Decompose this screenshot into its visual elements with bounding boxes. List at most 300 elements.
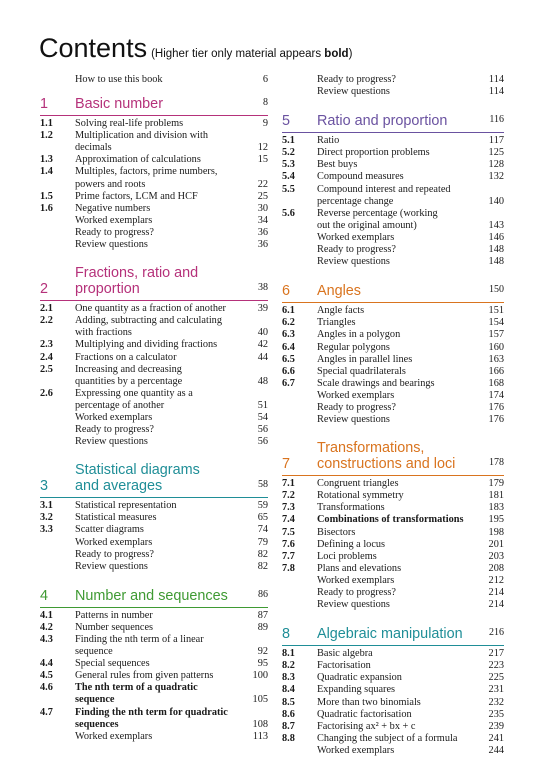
toc-row-title: Worked exemplars xyxy=(75,411,153,423)
toc-row[interactable] xyxy=(282,86,504,98)
toc-row[interactable] xyxy=(40,610,268,622)
toc-row-number: 5.5 xyxy=(282,183,295,195)
toc-row[interactable] xyxy=(40,130,268,142)
spacer xyxy=(282,611,504,625)
section-8-rows xyxy=(282,648,504,757)
toc-row-page: 44 xyxy=(257,351,268,363)
toc-row-title: Expressing one quantity as a xyxy=(75,387,193,399)
toc-row[interactable] xyxy=(40,239,268,251)
section-title-line2: proportion xyxy=(75,281,140,298)
toc-row-title: percentage change xyxy=(317,195,394,207)
toc-row-page: 117 xyxy=(488,135,504,147)
toc-row-page: 113 xyxy=(252,730,268,742)
toc-row[interactable] xyxy=(282,709,504,721)
toc-row[interactable] xyxy=(40,227,268,239)
toc-row-title: Scale drawings and bearings xyxy=(317,377,435,389)
toc-row-page: 114 xyxy=(488,86,504,98)
subtitle-bold: bold xyxy=(324,48,349,60)
toc-row-number: 7.6 xyxy=(282,538,295,550)
toc-row[interactable] xyxy=(282,171,504,183)
toc-row-title: out the original amount) xyxy=(317,219,417,231)
toc-row-title: Basic algebra xyxy=(317,648,373,660)
toc-row[interactable] xyxy=(40,400,268,412)
toc-row-title: Special quadrilaterals xyxy=(317,365,406,377)
toc-row-number: 1.4 xyxy=(40,166,53,178)
toc-row-title: Multiplication and division with xyxy=(75,130,208,142)
toc-row[interactable] xyxy=(40,561,268,573)
toc-row-title: Ratio xyxy=(317,135,340,147)
toc-row[interactable] xyxy=(40,670,268,682)
toc-row-number: 7.1 xyxy=(282,478,295,490)
toc-row-title: Finding the nth term for quadratic xyxy=(75,706,228,718)
toc-row-title: Congruent triangles xyxy=(317,478,399,490)
toc-row[interactable] xyxy=(282,587,504,599)
toc-row-page: 54 xyxy=(257,411,268,423)
toc-row[interactable] xyxy=(282,354,504,366)
toc-row[interactable] xyxy=(40,327,268,339)
toc-row-number: 1.5 xyxy=(40,190,53,202)
section-5-heading[interactable] xyxy=(282,112,504,133)
toc-row-title: Transformations xyxy=(317,502,385,514)
toc-row-title: One quantity as a fraction of another xyxy=(75,303,226,315)
section-number: 6 xyxy=(282,283,291,300)
toc-row[interactable] xyxy=(282,490,504,502)
section-page: 178 xyxy=(489,457,504,469)
toc-row-page: 56 xyxy=(257,436,268,448)
page-subtitle xyxy=(151,48,352,60)
toc-row-number: 5.6 xyxy=(282,207,295,219)
spacer xyxy=(282,98,504,112)
toc-row-page: 82 xyxy=(257,560,268,572)
section-title-line1: Statistical diagrams xyxy=(75,462,200,479)
toc-row-title: Worked exemplars xyxy=(317,231,395,243)
toc-row-page: 241 xyxy=(488,732,504,744)
toc-row-number: 4.7 xyxy=(40,706,53,718)
toc-row-title: Combinations of transformations xyxy=(317,514,464,526)
section-title-line2: constructions and loci xyxy=(317,456,456,473)
toc-row[interactable] xyxy=(282,366,504,378)
toc-row-page: 183 xyxy=(488,502,504,514)
toc-row-number: 4.3 xyxy=(40,634,53,645)
toc-row-number: 7.3 xyxy=(282,502,295,514)
section-title xyxy=(317,440,478,472)
section-3-heading[interactable] xyxy=(40,462,268,498)
subtitle-text: (Higher tier only material appears xyxy=(151,48,325,60)
toc-row[interactable] xyxy=(40,376,268,388)
toc-row[interactable] xyxy=(282,390,504,402)
toc-row-number: 5.3 xyxy=(282,159,295,171)
toc-row[interactable] xyxy=(40,537,268,549)
toc-row[interactable] xyxy=(282,660,504,672)
toc-row[interactable] xyxy=(282,502,504,514)
toc-row-title: Patterns in number xyxy=(75,609,153,621)
toc-row[interactable] xyxy=(282,684,504,696)
toc-row[interactable] xyxy=(40,191,268,203)
toc-row-title: Ready to progress? xyxy=(317,74,396,85)
toc-row-page: 59 xyxy=(257,500,268,512)
toc-row-number: 6.2 xyxy=(282,317,295,329)
toc-row-title: decimals xyxy=(75,142,112,154)
toc-row-number: 2.4 xyxy=(40,351,53,363)
toc-row-title: Ready to progress? xyxy=(75,548,154,560)
toc-row-number: 6.7 xyxy=(282,377,295,389)
toc-row-title: Reverse percentage (working xyxy=(317,207,438,219)
section-title-line2: and averages xyxy=(75,478,163,495)
toc-row-page: 198 xyxy=(488,526,504,538)
toc-row-page: 51 xyxy=(257,399,268,411)
toc-row-number: 6.5 xyxy=(282,353,295,365)
toc-row[interactable] xyxy=(282,232,504,244)
spacer xyxy=(40,251,268,265)
toc-row-page: 160 xyxy=(488,341,504,353)
toc-row[interactable] xyxy=(40,352,268,364)
toc-row-number: 6.1 xyxy=(282,305,295,317)
section-number: 1 xyxy=(40,96,49,113)
section-number: 5 xyxy=(282,113,291,130)
toc-row[interactable] xyxy=(282,672,504,684)
toc-row-title: Fractions on a calculator xyxy=(75,351,177,363)
toc-row[interactable] xyxy=(40,215,268,227)
toc-row-page: 231 xyxy=(488,684,504,696)
toc-row-page: 95 xyxy=(257,658,268,670)
section-page: 58 xyxy=(258,479,268,491)
section-number: 7 xyxy=(282,456,291,473)
toc-row[interactable] xyxy=(282,342,504,354)
toc-row[interactable] xyxy=(40,203,268,215)
toc-row-title: Direct proportion problems xyxy=(317,147,430,159)
toc-row[interactable] xyxy=(40,315,268,327)
toc-row-page: 148 xyxy=(488,256,504,268)
toc-row-page: 203 xyxy=(488,550,504,562)
toc-row[interactable] xyxy=(282,402,504,414)
toc-row[interactable] xyxy=(40,707,268,719)
toc-row[interactable] xyxy=(282,244,504,256)
subtitle-close: ) xyxy=(348,48,353,60)
toc-row-page: 140 xyxy=(488,195,504,207)
section-title: Number and sequences xyxy=(75,587,228,604)
toc-row-page: 223 xyxy=(488,660,504,672)
section-title: Ratio and proportion xyxy=(317,113,448,130)
toc-row-title: Worked exemplars xyxy=(75,730,153,742)
section-6-heading[interactable] xyxy=(282,282,504,303)
toc-row[interactable] xyxy=(282,697,504,709)
toc-row-title: Loci problems xyxy=(317,550,377,562)
spacer xyxy=(40,86,268,95)
toc-row[interactable] xyxy=(282,733,504,745)
toc-row-page: 9 xyxy=(262,118,268,130)
toc-row-number: 3.2 xyxy=(40,512,53,524)
toc-row-page: 12 xyxy=(257,142,268,154)
toc-row-title: Worked exemplars xyxy=(317,574,395,586)
toc-row[interactable] xyxy=(40,634,268,646)
toc-row[interactable] xyxy=(282,220,504,232)
toc-row-page: 208 xyxy=(488,562,504,574)
toc-row-title: Rotational symmetry xyxy=(317,490,404,502)
toc-row[interactable] xyxy=(282,74,504,86)
toc-row[interactable] xyxy=(282,539,504,551)
toc-row[interactable] xyxy=(282,147,504,159)
page-title: Contents xyxy=(39,33,148,63)
toc-row[interactable] xyxy=(40,303,268,315)
toc-row-page: 166 xyxy=(488,365,504,377)
toc-row-title: percentage of another xyxy=(75,399,165,411)
toc-row-title: General rules from given patterns xyxy=(75,670,214,682)
toc-row[interactable] xyxy=(40,118,268,130)
toc-row-page: 214 xyxy=(488,599,504,611)
toc-row-page: 225 xyxy=(488,672,504,684)
toc-row-number: 8.1 xyxy=(282,648,295,660)
toc-row-title: Expanding squares xyxy=(317,684,396,696)
toc-column-left xyxy=(40,74,268,743)
section-7-heading[interactable] xyxy=(282,440,504,476)
section-number: 2 xyxy=(40,281,49,298)
toc-row[interactable] xyxy=(282,575,504,587)
toc-row[interactable] xyxy=(40,731,268,743)
toc-row-number: 6.4 xyxy=(282,341,295,353)
toc-row[interactable] xyxy=(40,436,268,448)
toc-row-page: 214 xyxy=(488,587,504,598)
toc-row[interactable] xyxy=(282,648,504,660)
spacer xyxy=(282,426,504,440)
toc-row[interactable] xyxy=(282,329,504,341)
section-6-rows xyxy=(282,305,504,426)
toc-row-page: 36 xyxy=(257,226,268,238)
section-page: 38 xyxy=(258,282,268,294)
toc-row-page: 244 xyxy=(488,744,504,756)
toc-row-number: 1.2 xyxy=(40,130,53,142)
toc-row-title: Worked exemplars xyxy=(317,389,395,401)
toc-row-page: 176 xyxy=(488,414,504,426)
toc-row[interactable] xyxy=(282,478,504,490)
toc-row-title: Defining a locus xyxy=(317,538,386,550)
toc-row-number: 5.4 xyxy=(282,171,295,183)
toc-row[interactable] xyxy=(282,305,504,317)
toc-row-page: 108 xyxy=(252,718,268,730)
toc-row-page: 15 xyxy=(257,154,268,166)
toc-row-title: Prime factors, LCM and HCF xyxy=(75,190,198,202)
toc-row-page: 125 xyxy=(488,147,504,159)
toc-row[interactable] xyxy=(40,658,268,670)
toc-row-title: Review questions xyxy=(317,256,390,268)
toc-row-page: 179 xyxy=(488,478,504,490)
section-page: 150 xyxy=(489,284,504,296)
toc-row[interactable] xyxy=(282,135,504,147)
toc-row-page: 30 xyxy=(257,202,268,214)
toc-row-title: sequence xyxy=(75,646,113,658)
toc-row-title: Review questions xyxy=(75,436,148,448)
toc-row[interactable] xyxy=(40,339,268,351)
toc-row-title: powers and roots xyxy=(75,178,146,190)
toc-row-title: Compound interest and repeated xyxy=(317,183,451,195)
toc-row-title: Worked exemplars xyxy=(75,536,153,548)
toc-row-title: Statistical measures xyxy=(75,512,157,524)
toc-row-title: Solving real-life problems xyxy=(75,118,184,130)
toc-row-number: 4.4 xyxy=(40,658,53,670)
toc-row-title: Compound measures xyxy=(317,171,404,183)
section-title-line1: Fractions, ratio and xyxy=(75,265,199,282)
toc-row-page: 201 xyxy=(488,538,504,550)
toc-row[interactable] xyxy=(40,646,268,658)
toc-row[interactable] xyxy=(40,682,268,694)
toc-row[interactable] xyxy=(282,527,504,539)
toc-row-title: Worked exemplars xyxy=(75,214,153,226)
toc-row-page: 148 xyxy=(488,244,504,256)
spacer xyxy=(40,573,268,587)
toc-row[interactable] xyxy=(40,549,268,561)
toc-row-title: Approximation of calculations xyxy=(75,154,201,166)
toc-row-page: 100 xyxy=(252,670,268,682)
toc-row-number: 5.1 xyxy=(282,135,295,147)
toc-row-title: Quadratic expansion xyxy=(317,672,402,684)
section-title: Angles xyxy=(317,283,362,300)
section-title xyxy=(75,265,242,297)
toc-page: 6 xyxy=(262,74,268,85)
section-4-rows xyxy=(40,610,268,743)
section-1-rows xyxy=(40,118,268,251)
section-title: Basic number xyxy=(75,96,163,113)
toc-row-title: Triangles xyxy=(317,317,356,329)
toc-intro[interactable] xyxy=(40,74,268,86)
toc-row-page: 56 xyxy=(257,424,268,436)
toc-row-number: 7.8 xyxy=(282,562,295,574)
toc-row[interactable] xyxy=(282,745,504,757)
toc-row[interactable] xyxy=(40,142,268,154)
toc-row[interactable] xyxy=(40,179,268,191)
toc-row-title: Bisectors xyxy=(317,526,356,538)
toc-row-title: Ready to progress? xyxy=(75,226,154,238)
toc-row-number: 8.7 xyxy=(282,720,295,732)
toc-row-page: 65 xyxy=(257,512,268,524)
toc-row-number: 7.7 xyxy=(282,550,295,562)
toc-row-page: 232 xyxy=(488,696,504,708)
toc-row-page: 151 xyxy=(488,305,504,317)
toc-row[interactable] xyxy=(282,378,504,390)
toc-row-number: 8.4 xyxy=(282,684,295,696)
toc-row-title: Review questions xyxy=(75,239,148,251)
section-1-heading[interactable] xyxy=(40,95,268,116)
toc-row-title: More than two binomials xyxy=(317,696,421,708)
toc-row-page: 143 xyxy=(488,219,504,231)
toc-row-title: Review questions xyxy=(317,414,390,426)
toc-row[interactable] xyxy=(282,256,504,268)
toc-row-title: Special sequences xyxy=(75,658,150,670)
toc-row-number: 3.3 xyxy=(40,524,53,536)
toc-row-title: Statistical representation xyxy=(75,500,177,512)
toc-row-title: Review questions xyxy=(317,599,390,611)
section-page: 86 xyxy=(258,588,268,600)
toc-row[interactable] xyxy=(40,500,268,512)
section-5-rows xyxy=(282,135,504,268)
toc-row-page: 22 xyxy=(257,178,268,190)
toc-row[interactable] xyxy=(40,622,268,634)
toc-row-title: quantities by a percentage xyxy=(75,375,183,387)
toc-row-number: 8.2 xyxy=(282,660,295,672)
toc-row[interactable] xyxy=(282,599,504,611)
toc-row[interactable] xyxy=(282,563,504,575)
toc-row-page: 39 xyxy=(257,303,268,315)
toc-row-number: 3.1 xyxy=(40,500,53,512)
section-4-heading[interactable] xyxy=(40,587,268,608)
section-2-heading[interactable] xyxy=(40,265,268,301)
toc-row-page: 82 xyxy=(257,548,268,560)
toc-row[interactable] xyxy=(282,721,504,733)
toc-row[interactable] xyxy=(40,166,268,178)
toc-row-page: 36 xyxy=(257,239,268,251)
toc-row-page: 212 xyxy=(488,574,504,586)
toc-row-number: 8.6 xyxy=(282,708,295,720)
toc-row[interactable] xyxy=(40,524,268,536)
toc-row[interactable] xyxy=(40,719,268,731)
toc-row-number: 2.2 xyxy=(40,315,53,327)
toc-row[interactable] xyxy=(40,388,268,400)
toc-row-title: Factorisation xyxy=(317,660,371,672)
toc-row-title: Ready to progress? xyxy=(317,587,396,598)
toc-row-page: 217 xyxy=(488,648,504,660)
toc-row-page: 176 xyxy=(488,401,504,413)
toc-row-title: sequences xyxy=(75,718,119,730)
toc-row-page: 132 xyxy=(488,171,504,183)
toc-row-page: 195 xyxy=(488,514,504,526)
toc-row[interactable] xyxy=(282,317,504,329)
toc-row[interactable] xyxy=(282,414,504,426)
toc-row-title: Angles in a polygon xyxy=(317,329,401,341)
toc-row-page: 79 xyxy=(257,536,268,548)
toc-row[interactable] xyxy=(40,154,268,166)
toc-row[interactable] xyxy=(282,514,504,526)
toc-row-number: 8.3 xyxy=(282,672,295,684)
toc-row-page: 168 xyxy=(488,377,504,389)
section-8-heading[interactable] xyxy=(282,625,504,646)
toc-row-number: 1.6 xyxy=(40,202,53,214)
toc-row-title: Regular polygons xyxy=(317,341,390,353)
toc-row-page: 157 xyxy=(488,329,504,341)
toc-row-number: 7.2 xyxy=(282,490,295,502)
section-title xyxy=(75,462,242,494)
toc-row-page: 87 xyxy=(257,609,268,621)
toc-row-page: 105 xyxy=(252,694,268,706)
toc-row[interactable] xyxy=(282,184,504,196)
toc-row-number: 5.2 xyxy=(282,147,295,159)
toc-row-page: 128 xyxy=(488,159,504,171)
toc-row[interactable] xyxy=(282,196,504,208)
toc-row[interactable] xyxy=(40,424,268,436)
toc-row[interactable] xyxy=(40,512,268,524)
toc-row-number: 4.5 xyxy=(40,670,53,682)
toc-row-page: 89 xyxy=(257,621,268,633)
toc-row-title: Factorising ax² + bx + c xyxy=(317,720,416,732)
section-title: Algebraic manipulation xyxy=(317,626,463,643)
section-number: 3 xyxy=(40,478,49,495)
toc-row-title: Ready to progress? xyxy=(75,424,154,436)
toc-row-title: Best buys xyxy=(317,159,358,171)
toc-row[interactable] xyxy=(40,412,268,424)
toc-row[interactable] xyxy=(40,364,268,376)
toc-row-title: Angle facts xyxy=(317,305,365,317)
toc-row-title: Plans and elevations xyxy=(317,562,402,574)
toc-row-page: 235 xyxy=(488,708,504,720)
toc-row-number: 7.5 xyxy=(282,526,295,538)
toc-row[interactable] xyxy=(282,551,504,563)
toc-row-title: Review questions xyxy=(75,560,148,572)
toc-row[interactable] xyxy=(40,694,268,706)
toc-row[interactable] xyxy=(282,208,504,220)
section-page: 8 xyxy=(263,97,268,109)
toc-row[interactable] xyxy=(282,159,504,171)
toc-row-title: sequence xyxy=(75,694,115,706)
section-number: 4 xyxy=(40,587,49,604)
toc-row-number: 2.6 xyxy=(40,387,53,399)
toc-row-title: Ready to progress? xyxy=(317,401,396,413)
